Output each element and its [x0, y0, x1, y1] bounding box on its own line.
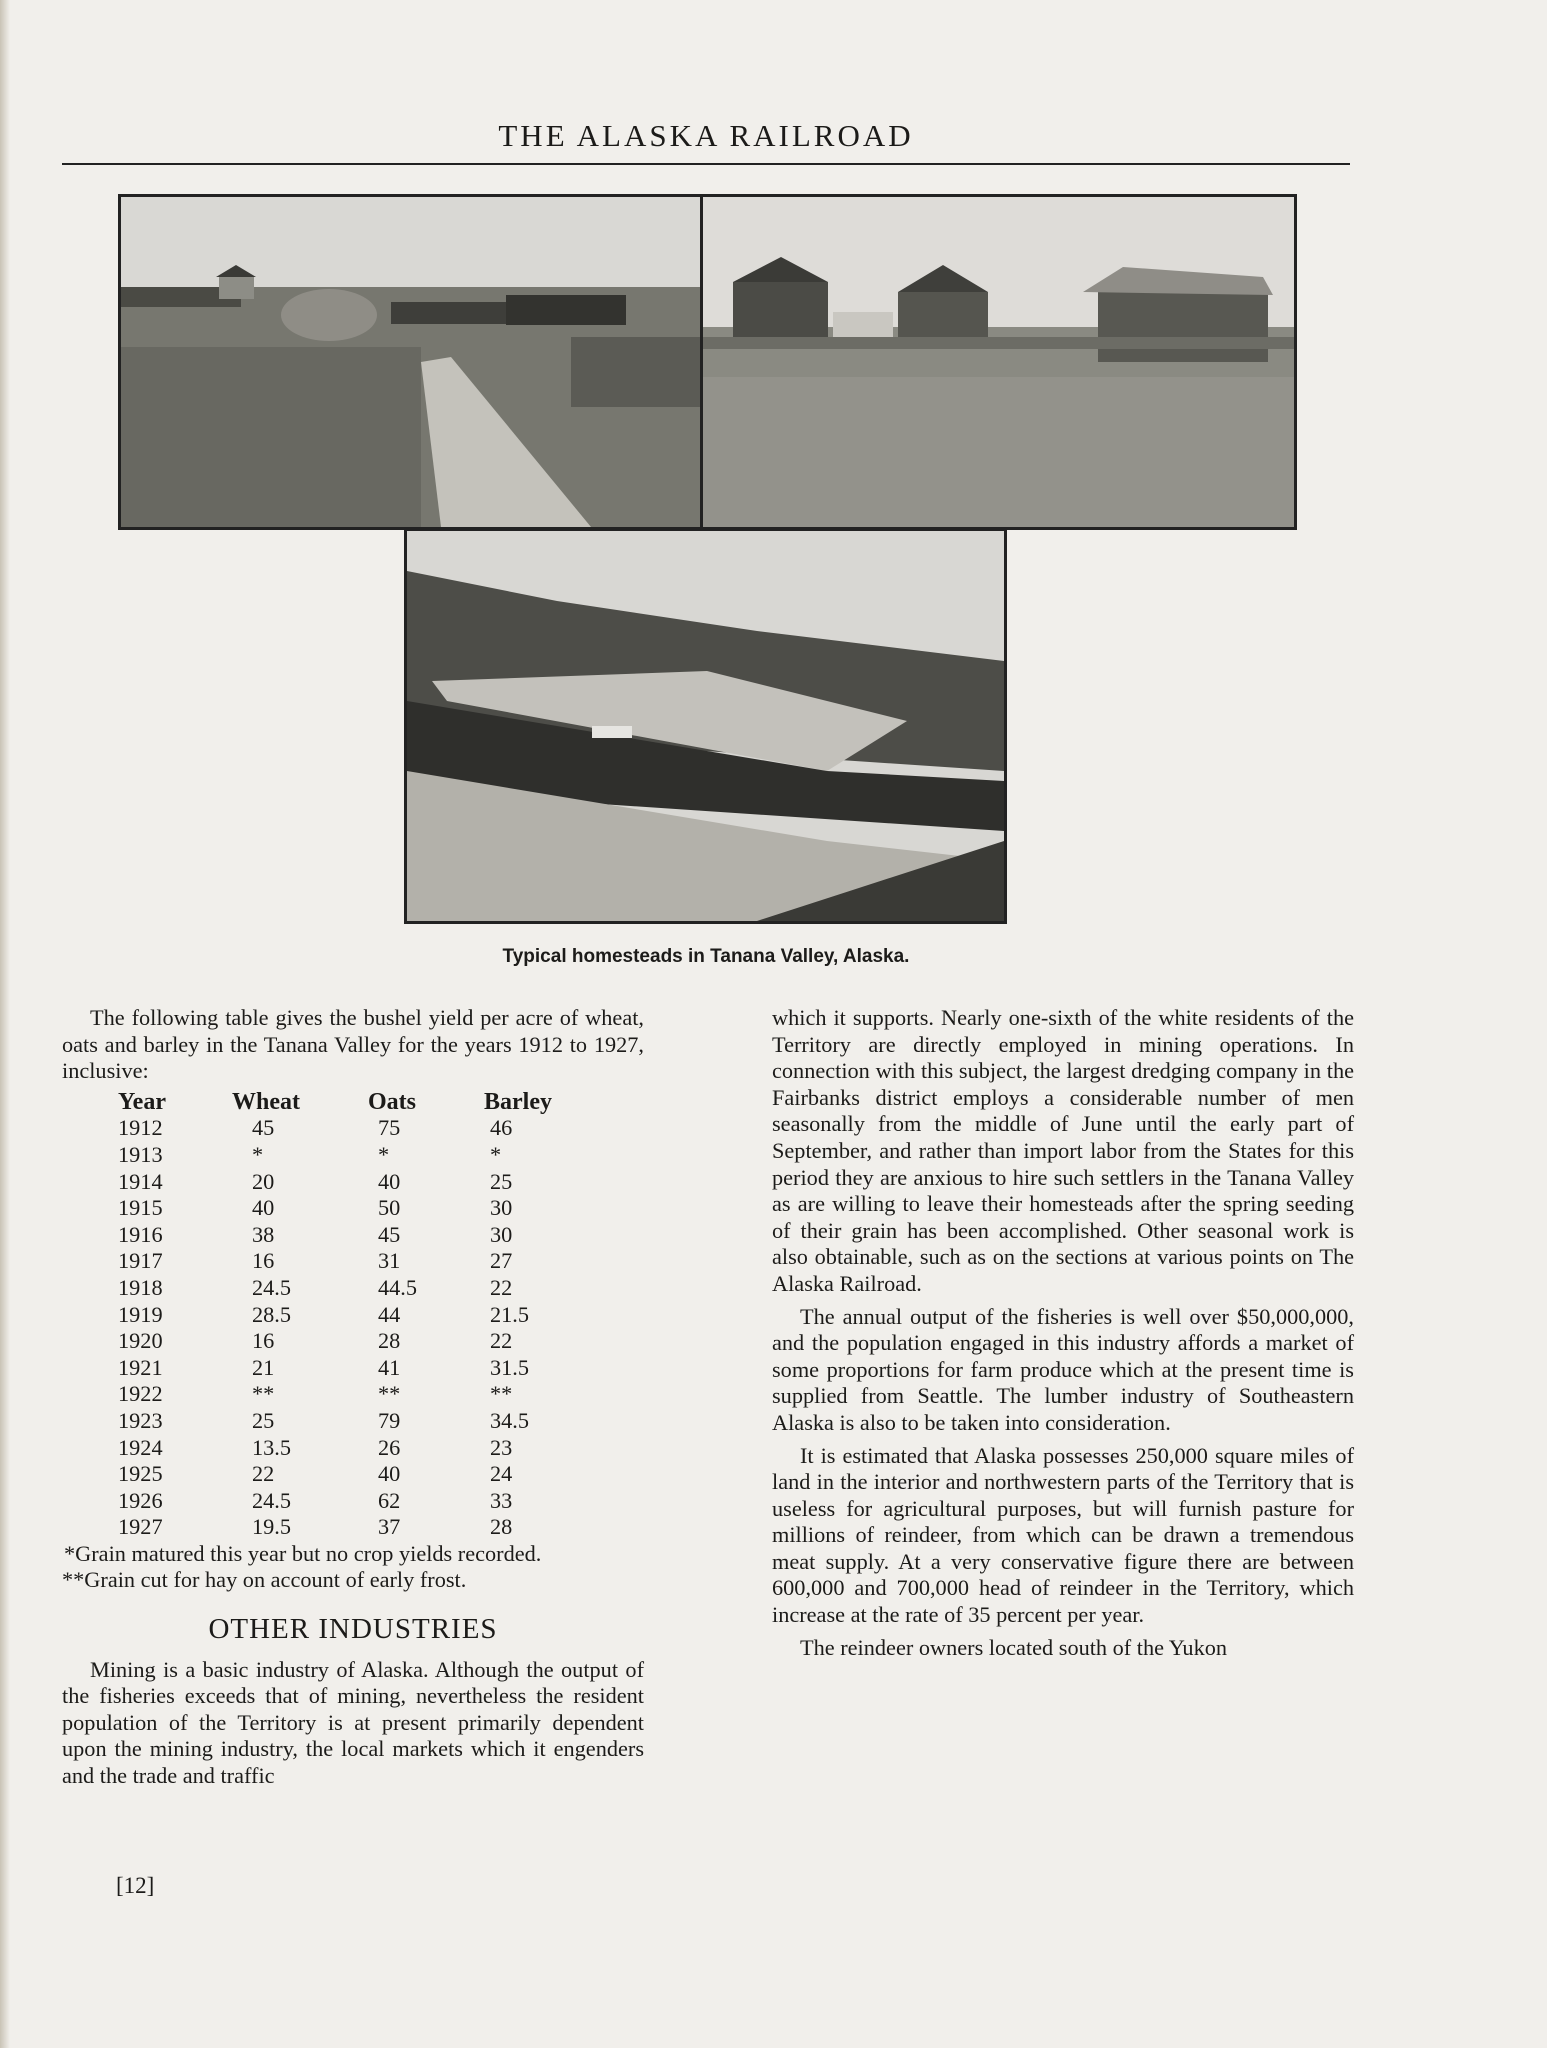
table-row: [118, 1488, 610, 1515]
year-cell: 1915: [118, 1195, 163, 1221]
table-row: [118, 1514, 610, 1541]
table-row: [118, 1142, 610, 1169]
page-spine-shadow: [0, 0, 10, 2048]
year-cell: 1917: [118, 1248, 163, 1274]
left-column: [62, 1005, 644, 1790]
year-cell: 1922: [118, 1381, 163, 1407]
wheat-cell: 20: [252, 1168, 275, 1194]
oats-cell: 40: [378, 1461, 401, 1487]
year-cell: 1923: [118, 1407, 163, 1433]
oats-cell: 26: [378, 1434, 401, 1460]
wheat-cell: *: [252, 1141, 264, 1167]
homestead-road-photo: [118, 194, 704, 530]
table-row: [118, 1461, 610, 1488]
year-cell: 1927: [118, 1514, 163, 1540]
wheat-cell: 13.5: [252, 1434, 292, 1460]
table-row: [118, 1302, 610, 1329]
barley-cell: 30: [490, 1195, 513, 1221]
wheat-cell: 22: [252, 1461, 275, 1487]
wheat-cell: 16: [252, 1328, 275, 1354]
table-row: [118, 1169, 610, 1196]
wheat-cell: 24.5: [252, 1274, 292, 1300]
year-cell: 1920: [118, 1328, 163, 1354]
year-cell: 1921: [118, 1354, 163, 1380]
grain-yield-table: [118, 1089, 610, 1541]
oats-cell: **: [378, 1381, 401, 1407]
table-row: [118, 1275, 610, 1302]
oats-cell: 37: [378, 1514, 401, 1540]
oats-cell: 50: [378, 1195, 401, 1221]
year-cell: 1913: [118, 1141, 163, 1167]
body-paragraph: The reindeer owners located south of the Yukon: [800, 1634, 1228, 1660]
table-intro-paragraph: The following table gives the bushel yield per acre of wheat, oats and barley in the Tanana Valley for the years 1912 to 1927, inclusive:: [62, 1005, 644, 1084]
oats-cell: 45: [378, 1221, 401, 1247]
page-number: [12]: [116, 1873, 155, 1898]
body-paragraph: which it supports. Nearly one-sixth of the white residents of the Territory are directly employed in mining operations. In connection with this subject, the largest dredging company in the Fairbanks district employs a considerable number of men seasonally from the middle of June until the early part of September, and rather than import labor from the States for this period they are anxious to hire such settlers in the Tanana Valley as are willing to leave their homesteads after the spring seeding of their grain has been accomplished. Other seasonal work is also obtainable, such as on the sections at various points on The Alaska Railroad.: [772, 1005, 1354, 1296]
barley-cell: 25: [490, 1168, 513, 1194]
oats-cell: 62: [378, 1487, 401, 1513]
column-header-barley: Barley: [484, 1088, 552, 1115]
wheat-cell: 24.5: [252, 1487, 292, 1513]
header-rule: [62, 163, 1350, 165]
mining-paragraph: Mining is a basic industry of Alaska. Although the output of the fisheries exceeds that of mining, nevertheless the resident population of the Territory is at present primarily dependent upon the mining industry, the local markets which it engenders and the trade and traffic: [62, 1656, 644, 1789]
barley-cell: 21.5: [490, 1301, 530, 1327]
column-header-wheat: Wheat: [232, 1088, 300, 1115]
year-cell: 1912: [118, 1115, 163, 1141]
oats-cell: 44: [378, 1301, 401, 1327]
barley-cell: 27: [490, 1248, 513, 1274]
wheat-cell: 21: [252, 1354, 275, 1380]
table-row: [118, 1222, 610, 1249]
body-paragraph: It is estimated that Alaska possesses 250,000 square miles of land in the interior and northwestern parts of the Territory that is useless for agricultural purposes, but will furnish pasture for millions of reindeer, from which can be drawn a tremendous meat supply. At a very conservative figure there are between 600,000 and 700,000 head of reindeer in the Territory, which increase at the rate of 35 percent per year.: [772, 1442, 1354, 1628]
table-row: [118, 1195, 610, 1222]
table-row: [118, 1115, 610, 1142]
year-cell: 1925: [118, 1461, 163, 1487]
oats-cell: 75: [378, 1115, 401, 1141]
wheat-cell: 40: [252, 1195, 275, 1221]
oats-cell: 28: [378, 1328, 401, 1354]
barley-cell: 22: [490, 1328, 513, 1354]
column-header-year: Year: [118, 1088, 166, 1115]
footnote-single-asterisk: *Grain matured this year but no crop yields recorded.: [64, 1540, 542, 1566]
wheat-cell: 16: [252, 1248, 275, 1274]
oats-cell: *: [378, 1141, 390, 1167]
right-column: [772, 1005, 1354, 1661]
barley-cell: **: [490, 1381, 513, 1407]
barley-cell: 33: [490, 1487, 513, 1513]
homestead-cabins-photo: [700, 194, 1297, 530]
year-cell: 1919: [118, 1301, 163, 1327]
table-row: [118, 1435, 610, 1462]
year-cell: 1914: [118, 1168, 163, 1194]
wheat-cell: 28.5: [252, 1301, 292, 1327]
table-row: [118, 1381, 610, 1408]
year-cell: 1924: [118, 1434, 163, 1460]
table-row: [118, 1328, 610, 1355]
wheat-cell: 45: [252, 1115, 275, 1141]
footnote-double-asterisk: **Grain cut for hay on account of early frost.: [62, 1567, 467, 1593]
column-header-oats: Oats: [368, 1088, 416, 1115]
oats-cell: 31: [378, 1248, 401, 1274]
barley-cell: 34.5: [490, 1407, 530, 1433]
oats-cell: 79: [378, 1407, 401, 1433]
barley-cell: 28: [490, 1514, 513, 1540]
year-cell: 1926: [118, 1487, 163, 1513]
wheat-cell: 25: [252, 1407, 275, 1433]
body-paragraph: The annual output of the fisheries is well over $50,000,000, and the population engaged in this industry affords a market of some proportions for farm produce which at the present time is supplied from Seattle. The lumber industry of Southeastern Alaska is also to be taken into consideration.: [772, 1303, 1354, 1435]
oats-cell: 44.5: [378, 1274, 418, 1300]
table-row: [118, 1248, 610, 1275]
barley-cell: 46: [490, 1115, 513, 1141]
table-row: [118, 1355, 610, 1382]
barley-cell: 31.5: [490, 1354, 530, 1380]
wheat-cell: 19.5: [252, 1514, 292, 1540]
barley-cell: 30: [490, 1221, 513, 1247]
oats-cell: 41: [378, 1354, 401, 1380]
table-row: [118, 1408, 610, 1435]
oats-cell: 40: [378, 1168, 401, 1194]
hillside-fields-photo: [404, 528, 1007, 924]
year-cell: 1916: [118, 1221, 163, 1247]
running-header: THE ALASKA RAILROAD: [498, 118, 914, 153]
year-cell: 1918: [118, 1274, 163, 1300]
section-heading: OTHER INDUSTRIES: [208, 1613, 498, 1646]
photo-caption: Typical homesteads in Tanana Valley, Alaska.: [502, 946, 910, 967]
wheat-cell: 38: [252, 1221, 275, 1247]
barley-cell: 24: [490, 1461, 513, 1487]
barley-cell: 22: [490, 1274, 513, 1300]
table-header-row: [118, 1089, 610, 1116]
wheat-cell: **: [252, 1381, 275, 1407]
barley-cell: 23: [490, 1434, 513, 1460]
barley-cell: *: [490, 1141, 502, 1167]
